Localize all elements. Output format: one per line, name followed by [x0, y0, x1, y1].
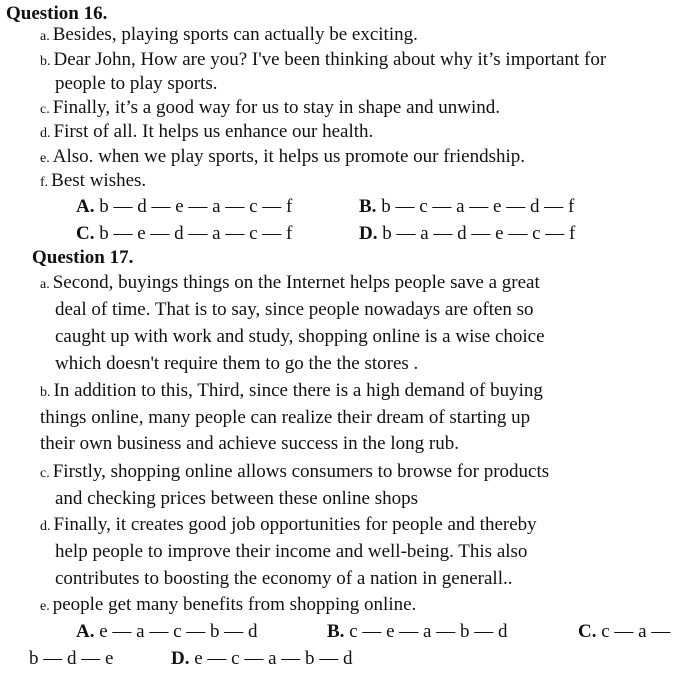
q16-item-d	[40, 120, 373, 146]
q16-item-a-letter: a.	[40, 29, 50, 44]
q17-item-a-line3: caught up with work and study, shopping online is a wise choice	[55, 326, 545, 347]
q16-option-b[interactable]	[359, 195, 574, 219]
q16-option-a-label: A.	[76, 196, 95, 217]
q16-item-e	[40, 145, 525, 171]
q17-item-b-line1: In addition to this, Third, since there is a high demand of buying	[53, 380, 543, 401]
q16-option-a[interactable]	[76, 195, 292, 219]
q16-option-b-value: b — c — a — e — d — f	[381, 196, 575, 217]
q17-item-d-line1: Finally, it creates good job opportunities for people and thereby	[53, 514, 537, 535]
q16-item-c-letter: c.	[40, 102, 50, 117]
q17-item-b	[40, 379, 543, 405]
q17-option-c-value-part2[interactable]: b — d — e	[29, 648, 114, 669]
q17-item-a-line1: Second, buyings things on the Internet helps people save a great	[52, 272, 540, 293]
q17-item-a-line4: which doesn't require them to go the the stores .	[55, 353, 419, 374]
q16-option-c[interactable]	[76, 222, 292, 246]
q16-item-a-text: Besides, playing sports can actually be exciting.	[52, 24, 418, 45]
q17-option-b-value: c — e — a — b — d	[349, 621, 508, 642]
q16-item-a	[40, 23, 418, 49]
q17-item-d	[40, 513, 537, 539]
q17-option-b-label: B.	[327, 621, 345, 642]
question-16-title: Question 16.	[6, 3, 108, 24]
q16-option-d[interactable]	[359, 222, 575, 246]
q17-item-b-line2: things online, many people can realize their dream of starting up	[40, 407, 531, 428]
q17-item-d-letter: d.	[40, 519, 51, 534]
q17-item-a-letter: a.	[40, 277, 50, 292]
q17-item-c-line1: Firstly, shopping online allows consumers to browse for products	[52, 461, 550, 482]
q17-option-a[interactable]	[76, 620, 258, 644]
q17-item-e-letter: e.	[40, 599, 50, 614]
q16-item-c	[40, 96, 500, 122]
q16-option-a-value: b — d — e — a — c — f	[99, 196, 293, 217]
q16-item-d-letter: d.	[40, 126, 51, 141]
q17-option-c-label: C.	[578, 621, 597, 642]
q16-option-d-value: b — a — d — e — c — f	[382, 223, 576, 244]
q16-item-b-letter: b.	[40, 54, 51, 69]
q17-option-d-label: D.	[171, 648, 190, 669]
q16-item-f	[40, 169, 146, 195]
q16-item-c-text: Finally, it’s a good way for us to stay in shape and unwind.	[52, 97, 501, 118]
q17-item-a	[40, 271, 540, 297]
q17-item-c-line2: and checking prices between these online shops	[55, 488, 418, 509]
q16-item-e-letter: e.	[40, 151, 50, 166]
q17-item-d-line2: help people to improve their income and well-being. This also	[55, 541, 528, 562]
q16-option-c-label: C.	[76, 223, 95, 244]
q17-option-c[interactable]	[578, 620, 670, 644]
q16-item-b	[40, 48, 606, 74]
question-17-title: Question 17.	[32, 247, 134, 268]
q16-item-d-text: First of all. It helps us enhance our health.	[53, 121, 374, 142]
q16-item-f-letter: f.	[40, 175, 49, 190]
q17-item-a-line2: deal of time. That is to say, since people nowadays are often so	[55, 299, 534, 320]
q17-option-c-value-part1: c — a —	[601, 621, 671, 642]
q16-item-b-text-line2: people to play sports.	[55, 73, 218, 94]
q16-option-d-label: D.	[359, 223, 378, 244]
q17-option-d[interactable]	[171, 647, 353, 671]
q17-item-c	[40, 460, 549, 486]
q17-option-d-value: e — c — a — b — d	[194, 648, 353, 669]
q17-option-a-label: A.	[76, 621, 95, 642]
q16-item-f-text: Best wishes.	[51, 170, 147, 191]
q17-item-b-line3: their own business and achieve success in the long rub.	[40, 433, 459, 454]
q17-item-d-line3: contributes to boosting the economy of a nation in generall..	[55, 568, 513, 589]
q16-item-e-text: Also. when we play sports, it helps us promote our friendship.	[52, 146, 526, 167]
q16-item-b-text-line1: Dear John, How are you? I've been thinking about why it’s important for	[53, 49, 607, 70]
q17-item-e-text: people get many benefits from shopping online.	[52, 594, 417, 615]
q16-option-b-label: B.	[359, 196, 377, 217]
q16-option-c-value: b — e — d — a — c — f	[99, 223, 293, 244]
q17-option-a-value: e — a — c — b — d	[99, 621, 258, 642]
q17-item-b-letter: b.	[40, 385, 51, 400]
q17-option-b[interactable]	[327, 620, 508, 644]
q17-item-c-letter: c.	[40, 466, 50, 481]
q17-item-e	[40, 593, 416, 619]
